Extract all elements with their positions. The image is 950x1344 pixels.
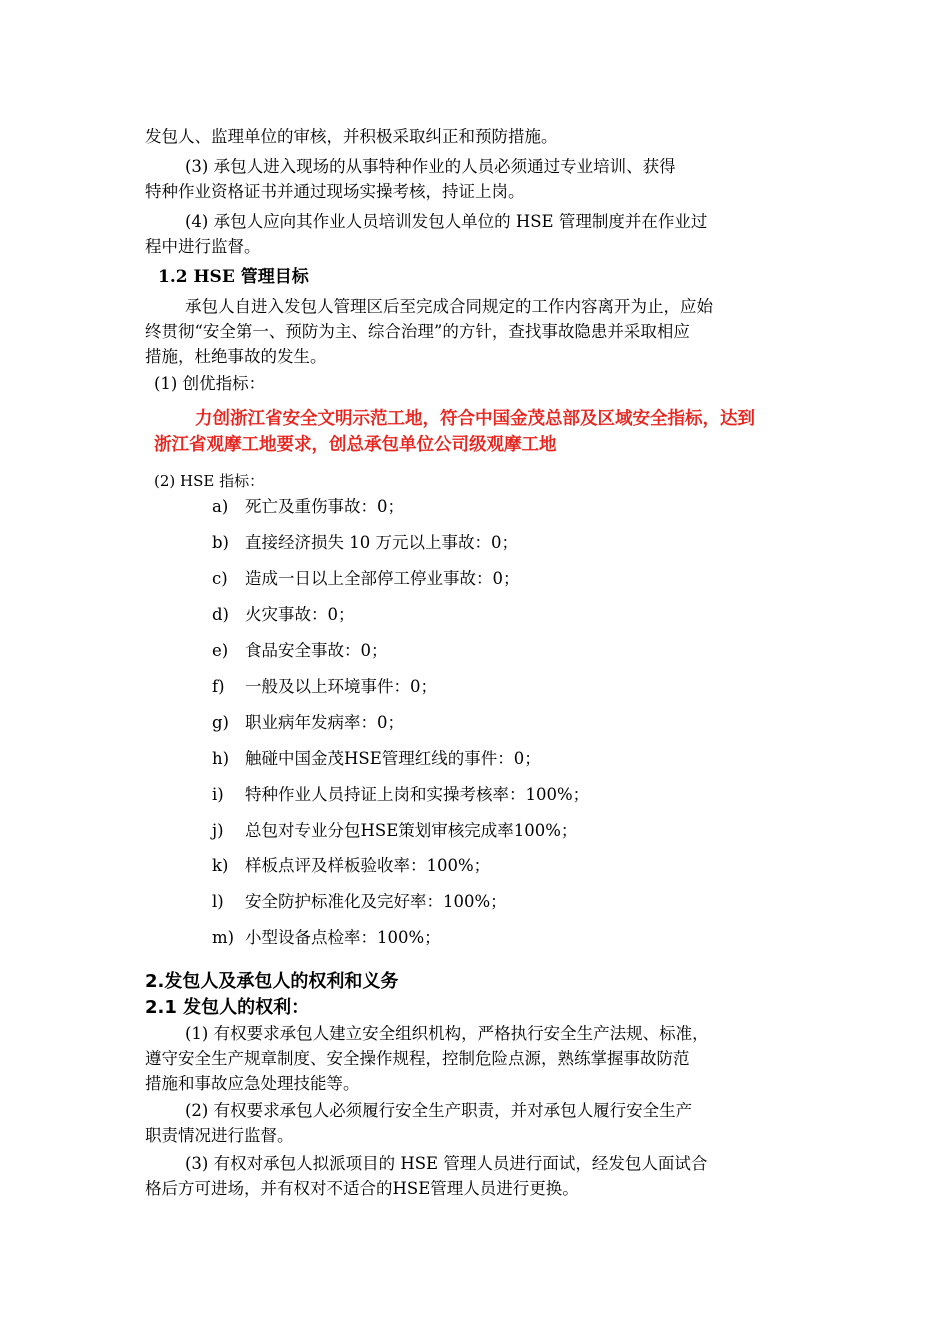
item-label: j) [212,821,224,840]
item-text: 小型设备点检率：100%； [245,928,441,947]
paragraph-line: 特种作业资格证书并通过现场实操考核，持证上岗。 [145,182,525,201]
paragraph-line: 措施和事故应急处理技能等。 [145,1074,360,1093]
item-label: d) [212,605,229,624]
list-item [212,604,355,626]
paragraph-line: 职责情况进行监督。 [145,1126,294,1145]
item-label: l) [212,892,224,911]
paragraph-line: (3) 有权对承包人拟派项目的 HSE 管理人员进行面试，经发包人面试合 [185,1154,708,1173]
subheading: (1) 创优指标： [154,374,266,393]
list-item [212,532,518,554]
item-text: 死亡及重伤事故：0； [245,497,404,516]
item-label: b) [212,533,229,552]
item-text: 造成一日以上全部停工停业事故：0； [245,569,520,588]
list-item [212,568,520,590]
list-item [212,927,441,949]
item-text: 一般及以上环境事件：0； [245,677,437,696]
paragraph-line: 措施，杜绝事故的发生。 [145,347,327,366]
item-text: 特种作业人员持证上岗和实操考核率：100%； [245,785,590,804]
item-label: m) [212,928,235,947]
item-label: h) [212,749,230,768]
paragraph-line: (1) 有权要求承包人建立安全组织机构，严格执行安全生产法规、标准， [185,1024,709,1043]
paragraph-line: 遵守安全生产规章制度、安全操作规程，控制危险点源，熟练掌握事故防范 [145,1049,690,1068]
paragraph-line: 承包人自进入发包人管理区后至完成合同规定的工作内容离开为止，应始 [185,297,713,316]
list-item [212,712,404,734]
paragraph-line: 程中进行监督。 [145,237,261,256]
item-text: 直接经济损失 10 万元以上事故：0； [245,533,518,552]
list-item [212,640,388,662]
item-text: 食品安全事故：0； [245,641,388,660]
paragraph-line: 终贯彻“安全第一、预防为主、综合治理”的方针，查找事故隐患并采取相应 [145,322,690,341]
section-heading: 2.发包人及承包人的权利和义务 [145,971,399,992]
item-text: 总包对专业分包HSE策划审核完成率100%； [245,821,578,840]
subsection-heading: 2.1 发包人的权利： [145,997,310,1018]
section-heading: 1.2 HSE 管理目标 [158,267,309,287]
list-item [212,676,437,698]
subheading: (2) HSE 指标： [154,472,265,490]
item-label: e) [212,641,229,660]
list-item [212,855,490,877]
item-label: i) [212,785,224,804]
item-text: 火灾事故：0； [245,605,355,624]
paragraph-line: (2) 有权要求承包人必须履行安全生产职责，并对承包人履行安全生产 [185,1101,693,1120]
item-label: c) [212,569,228,588]
list-item [212,891,507,913]
highlight-goal-line: 力创浙江省安全文明示范工地，符合中国金茂总部及区域安全指标，达到 [195,409,755,429]
list-item [212,748,541,770]
paragraph-line: (4) 承包人应向其作业人员培训发包人单位的 HSE 管理制度并在作业过 [185,212,708,231]
item-text: 触碰中国金茂HSE管理红线的事件：0； [245,749,541,768]
highlight-goal-line: 浙江省观摩工地要求，创总承包单位公司级观摩工地 [154,435,557,455]
item-text: 职业病年发病率：0； [245,713,404,732]
item-label: g) [212,713,229,732]
list-item [212,820,577,842]
item-text: 安全防护标准化及完好率：100%； [245,892,507,911]
list-item [212,496,404,518]
paragraph-line: 发包人、监理单位的审核，并积极采取纠正和预防措施。 [145,127,558,146]
item-label: a) [212,497,229,516]
item-text: 样板点评及样板验收率：100%； [245,856,491,875]
list-item [212,784,589,806]
paragraph-line: 格后方可进场，并有权对不适合的HSE管理人员进行更换。 [145,1179,579,1198]
paragraph-line: (3) 承包人进入现场的从事特种作业的人员必须通过专业培训、获得 [185,157,676,176]
item-label: k) [212,856,229,875]
item-label: f) [212,677,225,696]
